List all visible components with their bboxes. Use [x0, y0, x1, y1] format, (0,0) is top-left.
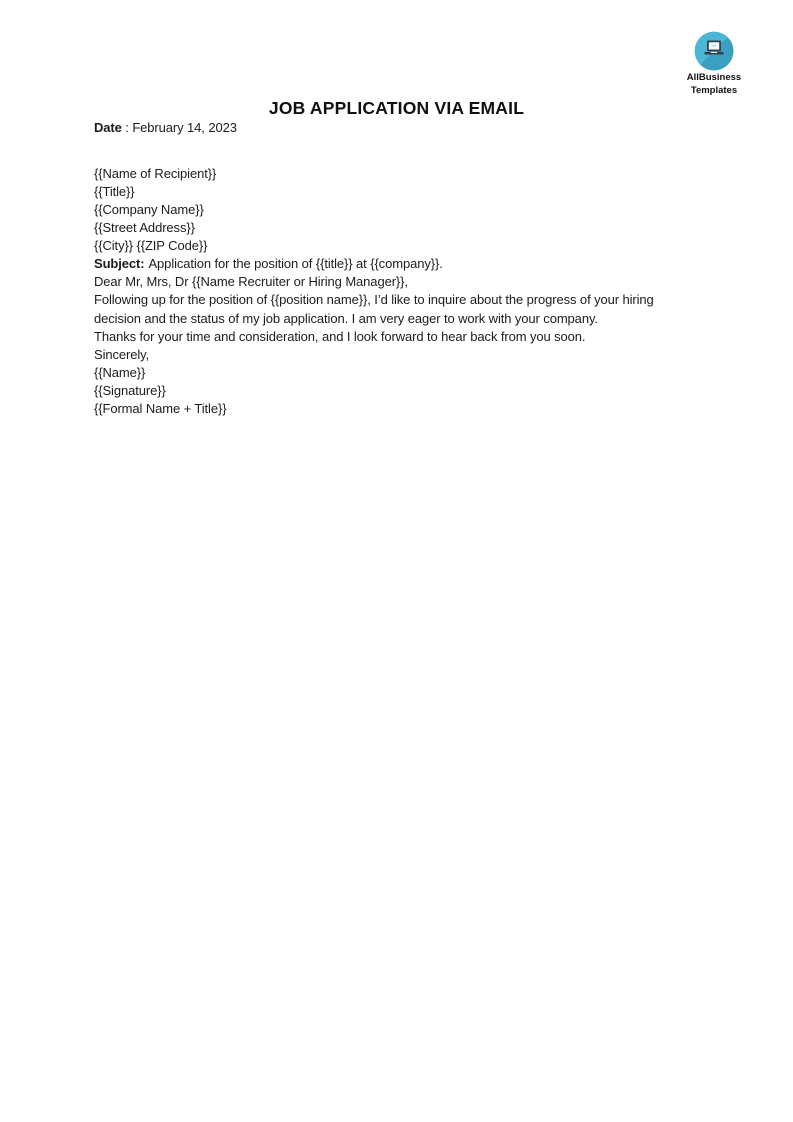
body-paragraph-2: Thanks for your time and consideration, and I look forward to hear back from you soon.	[94, 329, 586, 344]
logo-text-line1: AllBusiness	[686, 72, 742, 83]
date-value: : February 14, 2023	[125, 120, 237, 135]
laptop-circle-icon	[681, 31, 747, 71]
allbusiness-logo	[681, 31, 747, 96]
subject-line	[94, 255, 697, 273]
salutation: Dear Mr, Mrs, Dr {{Name Recruiter or Hiring Manager}},	[94, 274, 408, 289]
recipient-block	[94, 165, 697, 255]
logo-text-line2: Templates	[690, 84, 738, 96]
letter-content	[0, 119, 793, 418]
recipient-name: {{Name of Recipient}}	[94, 166, 217, 181]
subject-label: Subject:	[94, 256, 145, 271]
signature-placeholder: {{Signature}}	[94, 383, 166, 398]
recipient-city-zip: {{City}} {{ZIP Code}}	[94, 238, 208, 253]
sign-off: Sincerely,	[94, 347, 150, 362]
recipient-title: {{Title}}	[94, 184, 135, 199]
recipient-street: {{Street Address}}	[94, 220, 195, 235]
page-title: JOB APPLICATION VIA EMAIL	[268, 98, 525, 118]
subject-text: Application for the position of {{title}} at {{company}}.	[148, 256, 443, 271]
date-label: Date	[94, 120, 122, 135]
recipient-company: {{Company Name}}	[94, 202, 204, 217]
date-line	[94, 119, 697, 137]
sender-name-placeholder: {{Name}}	[94, 365, 146, 380]
formal-name-placeholder: {{Formal Name + Title}}	[94, 401, 227, 416]
body-paragraph-1: Following up for the position of {{position name}}, I’d like to inquire about the progress of your hiring decision and the status of my job application. I am very eager to work with your company.	[94, 292, 654, 326]
